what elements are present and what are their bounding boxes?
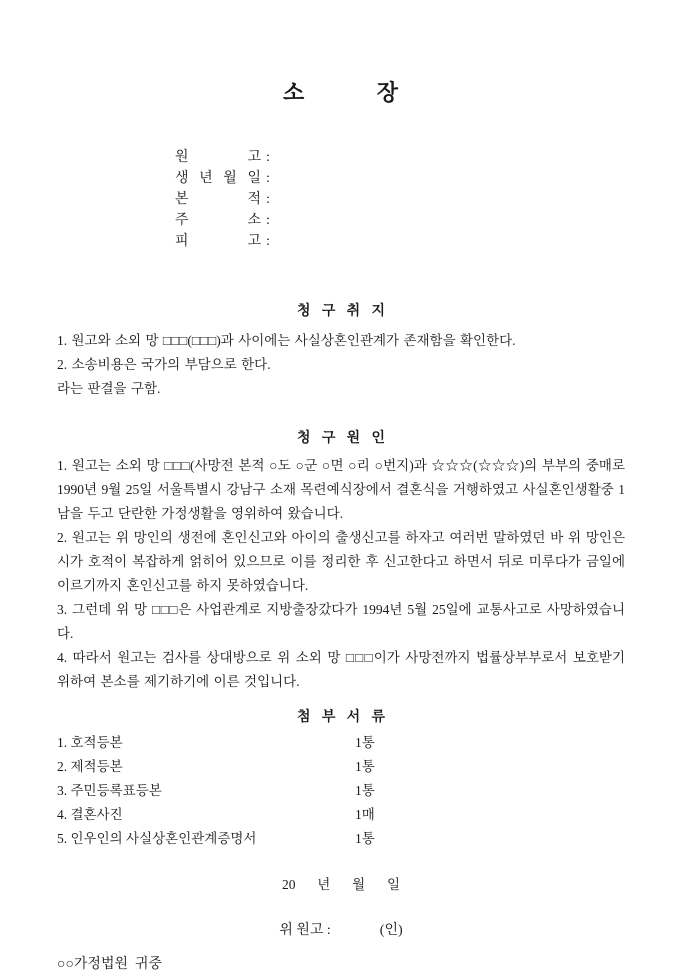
- party-field-domicile: [175, 189, 625, 210]
- party-field-birthdate: [175, 168, 625, 189]
- section-heading-text: 청 구 원 인: [297, 431, 385, 446]
- party-field-label: 주 소: [175, 213, 261, 228]
- document-title-text: 소 장: [283, 80, 399, 105]
- attachment-count: 1통: [355, 831, 375, 846]
- attachment-row: [57, 755, 625, 779]
- document-title: [57, 76, 625, 107]
- claim-purpose-line: 1. 원고와 소외 망 □□□(□□□)과 사이에는 사실상혼인관계가 존재함을 확인한다.: [57, 333, 516, 348]
- claim-cause-paragraph: 1. 원고는 소외 망 □□□(사망전 본적 ○도 ○군 ○면 ○리 ○번지)과 ☆☆☆(☆☆☆)의 부부의 중매로 1990년 9월 25일 서울특별시 강남구 소재 목련예식장에서 결혼식을 거행하였고 사실혼인생활중 1남을 두고 단란한 가정생활을 영위하여 왔습니다.: [57, 458, 625, 521]
- attachment-count: 1매: [355, 807, 375, 822]
- claim-cause-paragraph: 3. 그런데 위 망 □□□은 사업관계로 지방출장갔다가 1994년 5월 25일에 교통사고로 사망하였습니다.: [57, 602, 625, 641]
- claim-cause-body: [57, 454, 625, 694]
- attachment-count: 1통: [355, 759, 375, 774]
- party-field-colon: :: [266, 234, 270, 249]
- signature-line-text: 위 원고 : (인): [279, 923, 403, 938]
- section-attachments-heading: [57, 706, 625, 726]
- attachment-row: [57, 731, 625, 755]
- attachment-name: 1. 호적등본: [57, 735, 123, 750]
- party-field-label: 피 고: [175, 234, 261, 249]
- date-line: [57, 875, 625, 895]
- party-field-label: 생 년 월 일: [175, 171, 261, 186]
- attachment-name: 2. 제적등본: [57, 759, 123, 774]
- party-field-colon: :: [266, 213, 270, 228]
- attachment-row: [57, 803, 625, 827]
- court-addressee-text: ○○가정법원 귀중: [57, 957, 163, 972]
- claim-cause-paragraph: 4. 따라서 원고는 검사를 상대방으로 위 소외 망 □□□이가 사망전까지 법률상부부로서 보호받기 위하여 본소를 제기하기에 이른 것입니다.: [57, 650, 625, 689]
- attachment-count: 1통: [355, 783, 375, 798]
- attachment-name: 5. 인우인의 사실상혼인관계증명서: [57, 831, 257, 846]
- party-field-colon: :: [266, 150, 270, 165]
- attachment-name: 4. 결혼사진: [57, 807, 123, 822]
- attachment-row: [57, 779, 625, 803]
- party-field-colon: :: [266, 192, 270, 207]
- section-claim-purpose-heading: [57, 300, 625, 320]
- party-field-label: 원 고: [175, 150, 261, 165]
- section-heading-text: 청 구 취 지: [297, 304, 385, 319]
- court-addressee: [57, 953, 625, 973]
- signature-line: [57, 921, 625, 941]
- attachment-count: 1통: [355, 735, 375, 750]
- claim-cause-paragraph: 2. 원고는 위 망인의 생전에 혼인신고와 아이의 출생신고를 하자고 여러번 말하였던 바 위 망인은 시가 호적이 복잡하게 얽히어 있으므로 이를 정리한 후 신고한다고 하면서 뒤로 미루다가 금일에 이르기까지 혼인신고를 하지 못하였습니다.: [57, 530, 625, 593]
- claim-purpose-line: 라는 판결을 구함.: [57, 381, 161, 396]
- party-field-address: [175, 210, 625, 231]
- party-info-block: [175, 147, 625, 252]
- section-claim-cause-heading: [57, 427, 625, 447]
- attachment-row: [57, 827, 625, 851]
- section-heading-text: 첨 부 서 류: [297, 710, 385, 725]
- attachment-list: [57, 731, 625, 851]
- party-field-label: 본 적: [175, 192, 261, 207]
- date-line-text: 20 년 월 일: [282, 877, 400, 892]
- party-field-plaintiff: [175, 147, 625, 168]
- party-field-colon: :: [266, 171, 270, 186]
- attachment-name: 3. 주민등록표등본: [57, 783, 162, 798]
- party-field-defendant: [175, 231, 625, 252]
- claim-purpose-line: 2. 소송비용은 국가의 부담으로 한다.: [57, 357, 271, 372]
- claim-purpose-body: [57, 329, 625, 401]
